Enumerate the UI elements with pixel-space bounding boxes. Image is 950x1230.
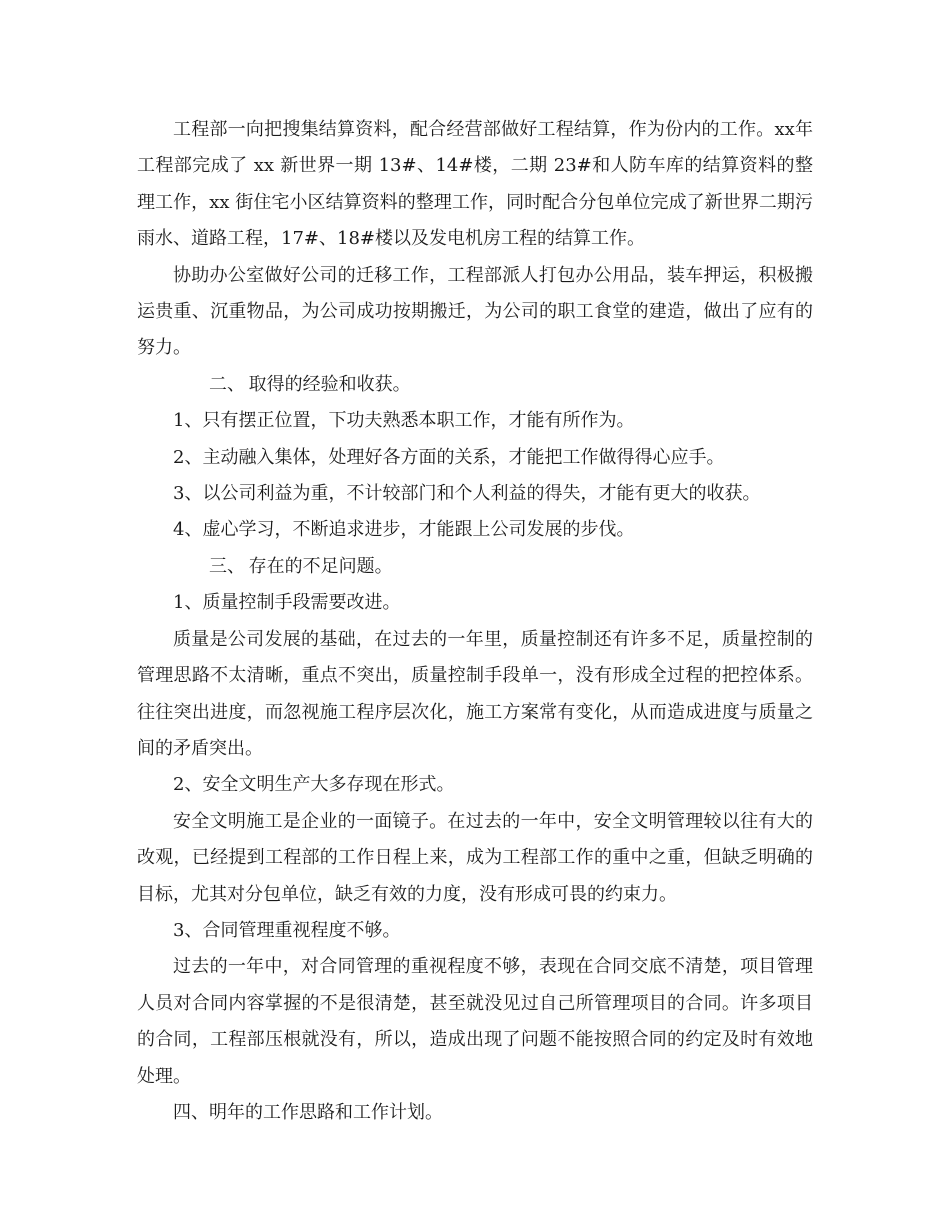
paragraph-settlement-work: 工程部一向把搜集结算资料，配合经营部做好工程结算，作为份内的工作。xx年工程部完成了 xx 新世界一期 13#、14#楼，二期 23#和人防车库的结算资料的整理工作，xx 街住宅小区结算资料的整理工作，同时配合分包单位完成了新世界二期污雨水、道路工程，17#、18#楼以及发电机房工程的结算工作。 (137, 119, 813, 250)
section-number: 三、 (209, 555, 245, 577)
document-body (137, 112, 813, 1131)
issue-body-contract: 过去的一年中，对合同管理的重视程度不够，表现在合同交底不清楚，项目管理人员对合同内容掌握的不是很清楚，甚至就没见过自己所管理项目的合同。许多项目的合同，工程部压根就没有，所以，造成出现了问题不能按照合同的约定及时有效地处理。 (137, 956, 813, 1087)
section-heading-next-year-plan: 四、明年的工作思路和工作计划。 (173, 1101, 443, 1123)
list-item: 4、虚心学习，不断追求进步，才能跟上公司发展的步伐。 (173, 519, 635, 541)
issue-body-safety: 安全文明施工是企业的一面镜子。在过去的一年中，安全文明管理较以往有大的改观，已经提到工程部的工作日程上来，成为工程部工作的重中之重，但缺乏明确的目标，尤其对分包单位，缺乏有效的力度，没有形成可畏的约束力。 (137, 810, 813, 905)
section-number: 二、 (209, 373, 245, 395)
section-title: 取得的经验和收获。 (248, 373, 411, 395)
issue-body-quality: 质量是公司发展的基础，在过去的一年里，质量控制还有许多不足，质量控制的管理思路不太清晰，重点不突出，质量控制手段单一，没有形成全过程的把控体系。往往突出进度，而忽视施工程序层次化，施工方案常有变化，从而造成进度与质量之间的矛盾突出。 (137, 628, 813, 759)
list-item: 1、只有摆正位置，下功夫熟悉本职工作，才能有所作为。 (173, 410, 635, 432)
section-heading-experience (137, 367, 813, 403)
section-title: 存在的不足问题。 (248, 555, 393, 577)
issue-title-contract: 3、合同管理重视程度不够。 (173, 919, 401, 941)
issue-title-safety: 2、安全文明生产大多存现在形式。 (173, 774, 455, 796)
list-item: 2、主动融入集体，处理好各方面的关系，才能把工作做得得心应手。 (173, 446, 725, 468)
section-heading-shortcomings (137, 549, 813, 585)
paragraph-office-relocation: 协助办公室做好公司的迁移工作，工程部派人打包办公用品，装车押运，积极搬运贵重、沉重物品，为公司成功按期搬迁，为公司的职工食堂的建造，做出了应有的努力。 (137, 264, 813, 359)
list-item: 3、以公司利益为重，不计较部门和个人利益的得失，才能有更大的收获。 (173, 483, 761, 505)
issue-title-quality: 1、质量控制手段需要改进。 (173, 592, 401, 614)
